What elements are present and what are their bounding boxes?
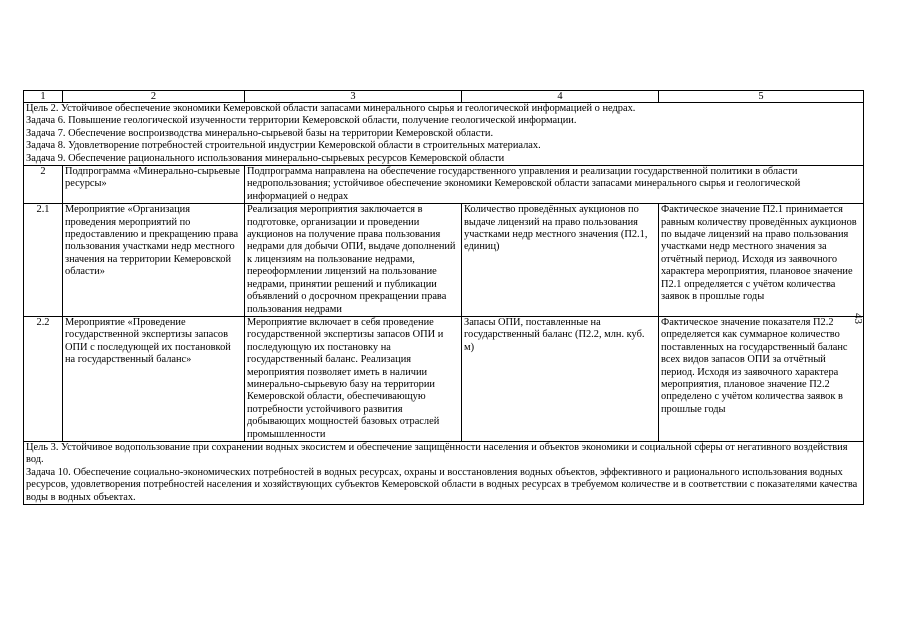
task9-text: Задача 9. Обеспечение рационального использования минерально-сырьевых ресурсов Кемеровской области [26, 152, 505, 164]
row-name: Мероприятие «Проведение государственной экспертизы запасов ОПИ с последующей их постановкой на государственный баланс» [63, 316, 245, 441]
task8-text: Задача 8. Удовлетворение потребностей строительной индустрии Кемеровской области в строительных материалах. [26, 140, 541, 152]
row-number: 2.1 [24, 204, 63, 317]
table-row [24, 166, 864, 204]
row-name: Мероприятие «Организация проведения мероприятий по предоставлению и прекращению права пользования участками недр местного значения на территории Кемеровской области» [63, 204, 245, 317]
row-number: 2 [24, 166, 63, 204]
header-col-2: 2 [63, 91, 245, 103]
goal3-cell [24, 441, 864, 504]
goal2-cell [24, 103, 864, 166]
program-table [23, 90, 864, 505]
header-col-4: 4 [462, 91, 659, 103]
page-number: 43 [852, 313, 864, 324]
goal3-text: Цель 3. Устойчивое водопользование при сохранении водных экосистем и обеспечение защищённости населения и объектов экономики и социальной сферы от негативного воздействия вод. [26, 441, 848, 466]
task6-text: Задача 6. Повышение геологической изученности территории Кемеровской области, получение геологической информации. [26, 115, 577, 127]
header-col-3: 3 [245, 91, 462, 103]
row-method: Фактическое значение показателя П2.2 определяется как суммарное количество поставленных на государственный баланс всех видов запасов ОПИ за отчётный период. Исходя из заявочного характера мероприятия, плановое значение П2.2 определено с учётом количества заявок в прошлые годы [659, 316, 864, 441]
header-row [24, 91, 864, 103]
row-description: Подпрограмма направлена на обеспечение государственного управления и реализации государственной политики в области недропользования; устойчивое обеспечение экономики Кемеровской области запасами минерального сырья и геологической информацией о недрах [245, 166, 864, 204]
header-col-1: 1 [24, 91, 63, 103]
row-description: Мероприятие включает в себя проведение государственной экспертизы запасов ОПИ и последующую их постановку на государственный баланс. Реализация мероприятия позволяет иметь в наличии минерально-сырьевую базу на территории Кемеровской области, обеспечивающую потребности устойчивого развития добывающих мощностей базовых отраслей промышленности [245, 316, 462, 441]
row-indicator: Запасы ОПИ, поставленные на государственный баланс (П2.2, млн. куб. м) [462, 316, 659, 441]
table-row [24, 316, 864, 441]
table-row [24, 204, 864, 317]
row-method: Фактическое значение П2.1 принимается равным количеству проведённых аукционов по выдаче лицензий на право пользования участками недр местного значения за отчётный период. Исходя из заявочного характера мероприятия, плановое значение П2.1 определяется с учётом количества заявок в прошлые годы [659, 204, 864, 317]
goal2-row [24, 103, 864, 166]
goal2-text: Цель 2. Устойчивое обеспечение экономики Кемеровской области запасами минерального сырья и геологической информацией о недрах. [26, 103, 636, 114]
header-col-5: 5 [659, 91, 864, 103]
row-indicator: Количество проведённых аукционов по выдаче лицензий на право пользования участками недр местного значения (П2.1, единиц) [462, 204, 659, 317]
task10-text: Задача 10. Обеспечение социально-экономических потребностей в водных ресурсах, охраны и восстановления водных объектов, эффективного и рационального использования водных ресурсов, удовлетворения потребностей населения и хозяйствующих субъектов Кемеровской области в водных ресурсах в требуемом количестве и в соответствии с показателями качества воды в водных объектах. [26, 466, 858, 503]
row-number: 2.2 [24, 316, 63, 441]
row-name: Подпрограмма «Минерально-сырьевые ресурсы» [63, 166, 245, 204]
row-description: Реализация мероприятия заключается в подготовке, организации и проведении аукционов на получение права пользования недрами для добычи ОПИ, выдаче дополнений к лицензиям на пользование недрами, переоформлении лицензий на пользование недрами, принятии решений и публикации объявлений о досрочном прекращении права пользования недрами [245, 204, 462, 317]
goal3-row [24, 441, 864, 504]
task7-text: Задача 7. Обеспечение воспроизводства минерально-сырьевой базы на территории Кемеровской области. [26, 127, 494, 139]
